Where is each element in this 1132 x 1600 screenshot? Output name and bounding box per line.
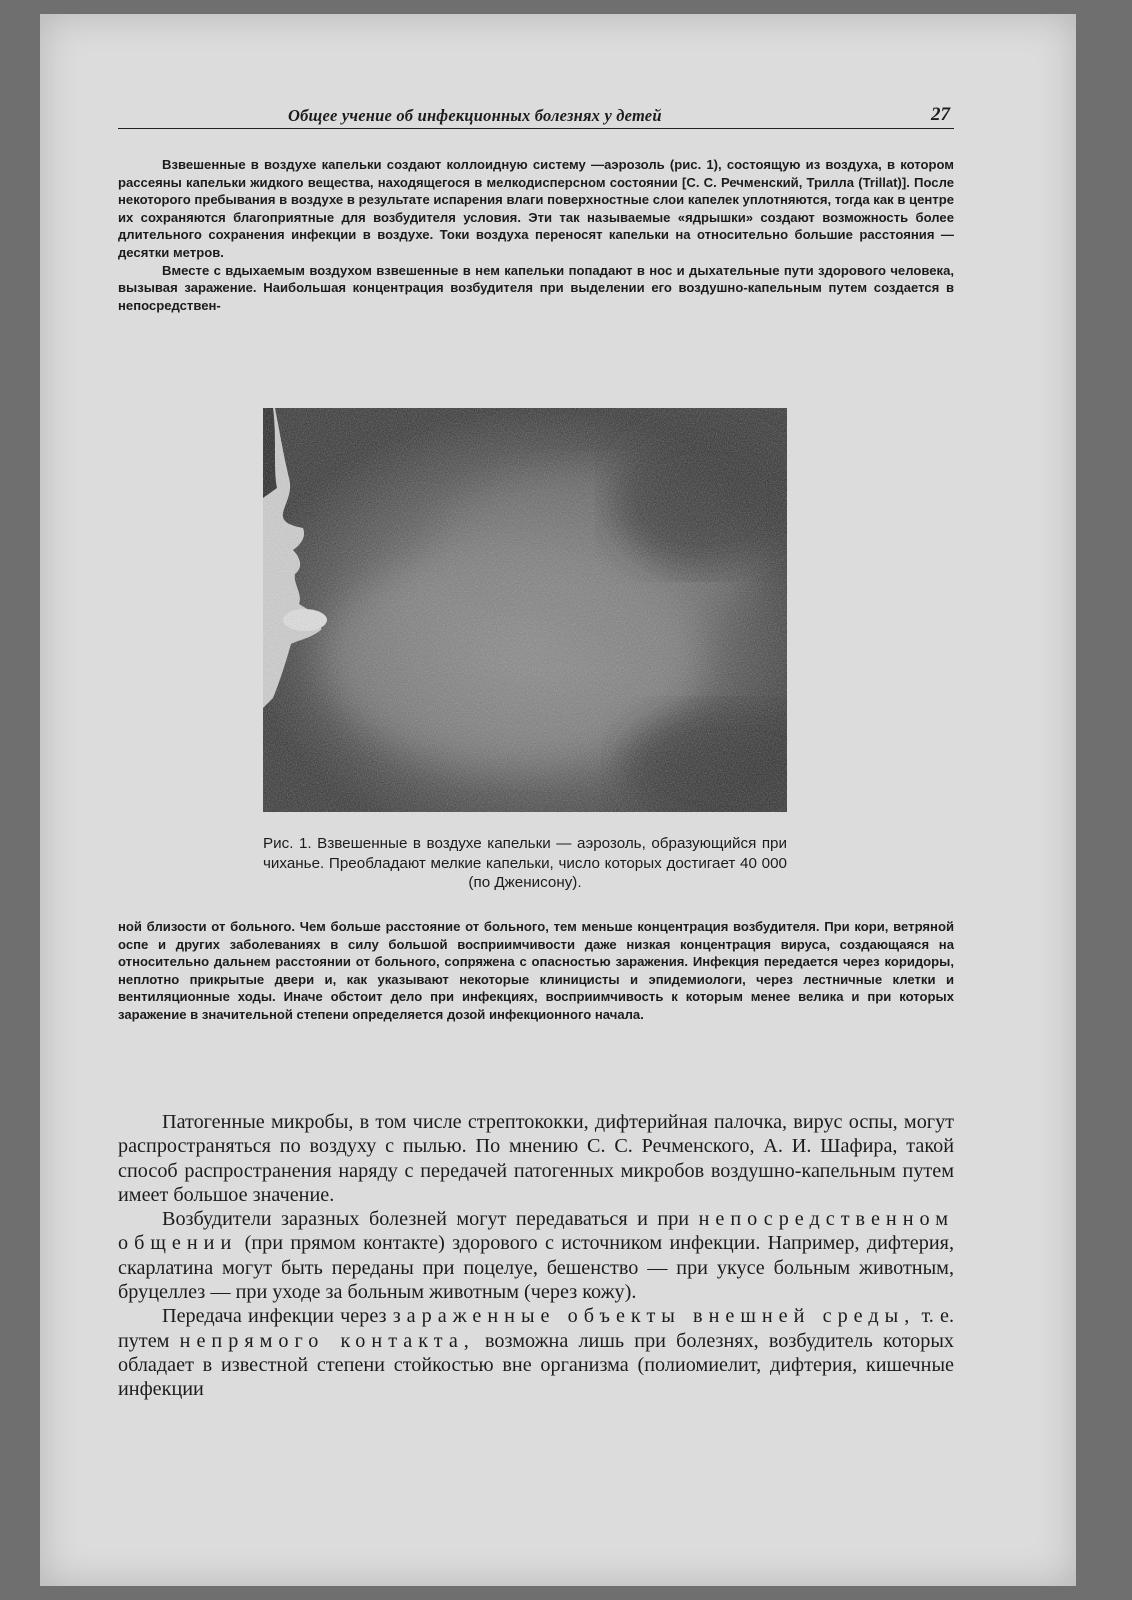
spaced-term-indirect: непрямого контакта, [179,1329,475,1352]
figure-caption: Рис. 1. Взвешенные в воздухе капельки — аэрозоль, образующийся при чиханье. Преобладают мелкие капельки, число которых достигает 40 000 (по Дженисону). [263,835,787,891]
spaced-term-direct: непосредственном общении [118,1208,955,1255]
top-text-block [118,156,954,314]
paragraph-dust: Патогенные микробы, в том числе стрептококки, дифтерийная палочка, вирус оспы, могут распространяться по воздуху с пылью. По мнению С. С. Речменского, А. И. Шафира, такой способ распространения наряду с передачей патогенных микробов воздушно-капельным путем имеет большое значение. [118,1111,954,1206]
running-title: Общее учение об инфекционных болезнях у детей [288,106,662,125]
middle-text-block [118,918,954,1024]
paragraph-aerosol: Взвешенные в воздухе капельки создают коллоидную систему —аэрозоль (рис. 1), состоящую из воздуха, в котором рассеяны капельки жидкого вещества, находящегося в мелкодисперсном состоянии [С. С. Речменский, Трилла (Trillat)]. После некоторого пребывания в воздухе в результате испарения влаги поверхностные слои капелек уплотняются, тогда как в центре их сохраняются благоприятные для возбудителя условия. Эти так называемые «ядрышки» создают возможность более длительного сохранения инфекции в воздухе. Токи воздуха переносят капельки на относительно большие расстояния — десятки метров. [118,157,954,260]
paragraph-distance: ной близости от больного. Чем больше расстояние от больного, тем меньше концентрация возбудителя. При кори, ветряной оспе и других заболеваниях в силу большой восприимчивости даже низкая концентрация вируса, создающаяся на относительно дальнем расстоянии от больного, сопряжена с опасностью заражения. Инфекция передается через коридоры, неплотно прикрытые двери и, как указывают некоторые клиницисты и эпидемиологи, через лестничные клетки и вентиляционные ходы. Иначе обстоит дело при инфекциях, восприимчивость к которым менее велика и при которых заражение в значительной степени определяется дозой инфекционного начала. [118,919,954,1022]
paragraph-direct-contact: Возбудители заразных болезней могут передаваться и при непосредственном общении (при прямом контакте) здорового с источником инфекции. Например, дифтерия, скарлатина могут быть переданы при поцелуе, бешенство — при укусе больным животным, бруцеллез — при уходе за больным животным (через кожу). [118,1208,955,1304]
sneeze-photo [263,408,787,812]
page-header [118,100,954,129]
page-number: 27 [931,104,950,125]
sneeze-photo-figure [263,408,787,812]
spaced-term-objects: зараженные объекты внешней среды, [392,1305,916,1328]
paragraph-inhalation: Вместе с вдыхаемым воздухом взвешенные в нем капельки попадают в нос и дыхательные пути здорового человека, вызывая заражение. Наибольшая концентрация возбудителя при выделении его воздушно-капельным путем создается в непосредствен- [118,262,954,313]
main-text-block [118,1110,954,1402]
paragraph-indirect-contact: Передача инфекции через зараженные объекты внешней среды, т. е. путем непрямого контакта, возможна лишь при болезнях, возбудитель которых обладает в известной степени стойкостью вне организма (полиомиелит, дифтерия, кишечные инфекции [118,1305,955,1401]
